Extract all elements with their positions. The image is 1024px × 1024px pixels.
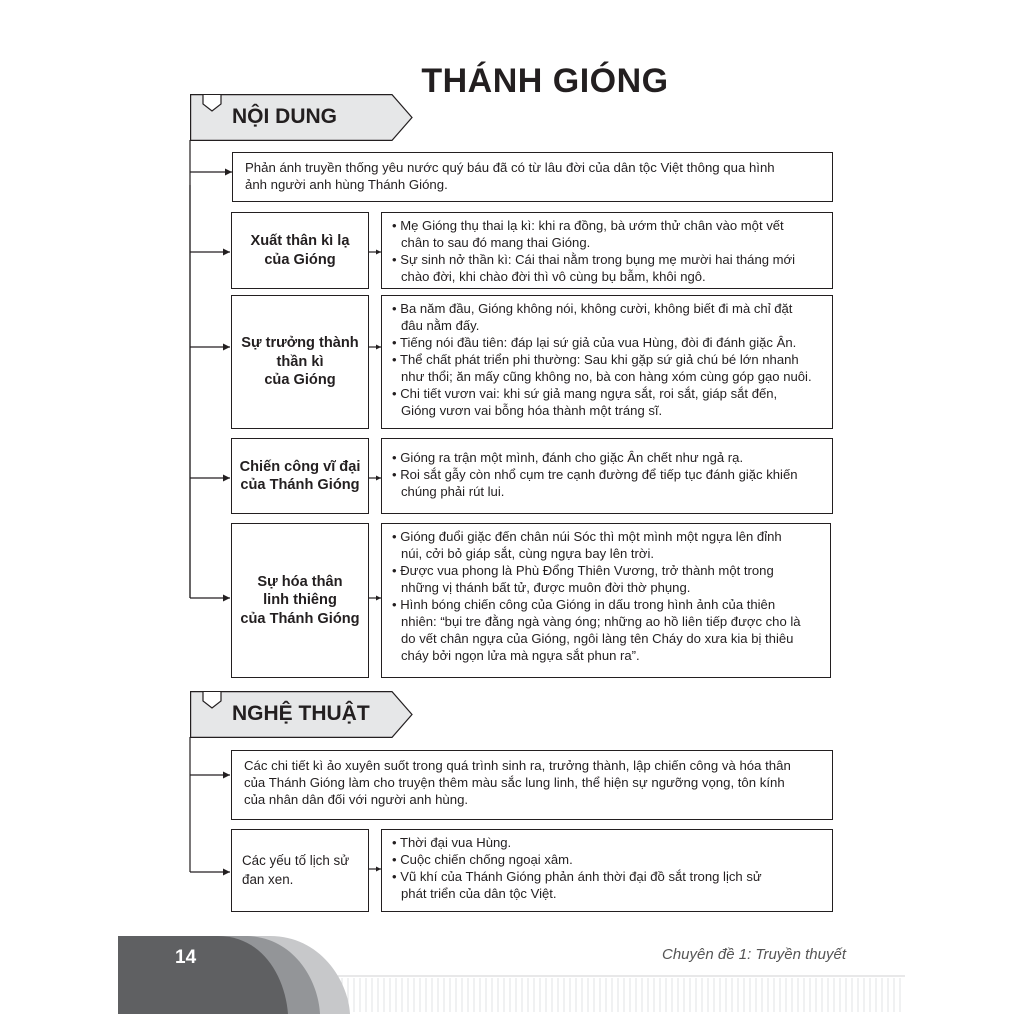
topic-label-line: của Thánh Gióng xyxy=(240,477,360,493)
page-title: THÁNH GIÓNG xyxy=(421,62,669,100)
detail-line: • Được vua phong là Phù Đổng Thiên Vương, trở thành một trong xyxy=(392,563,774,578)
topic-label-line: của Gióng xyxy=(264,251,336,268)
detail-line: như thổi; ăn mấy cũng không no, bà con hàng xóm cùng góp gạo nuôi. xyxy=(401,369,812,384)
section-heading-noi-dung xyxy=(190,94,414,140)
detail-line: • Mẹ Gióng thụ thai lạ kì: khi ra đồng, bà ướm thử chân vào một vết xyxy=(392,218,784,233)
detail-line: • Tiếng nói đầu tiên: đáp lại sứ giả của vua Hùng, đòi đi đánh giặc Ân. xyxy=(392,335,797,350)
intro-line: của nhân dân đối với người anh hùng. xyxy=(244,792,469,807)
topic-label-box xyxy=(231,829,369,912)
detail-line: Gióng vươn vai bỗng hóa thành một tráng sĩ. xyxy=(401,403,663,418)
topic-label-line: linh thiêng xyxy=(263,592,337,609)
detail-line: • Thể chất phát triển phi thường: Sau khi gặp sứ giả chú bé lớn nhanh xyxy=(392,352,799,367)
topic-detail-box xyxy=(381,438,833,514)
topic-label-box xyxy=(231,438,369,514)
detail-line: • Cuộc chiến chống ngoại xâm. xyxy=(392,852,573,867)
intro-line: Các chi tiết kì ảo xuyên suốt trong quá trình sinh ra, trưởng thành, lập chiến công và hóa thân xyxy=(244,758,791,773)
section-heading-label: NỘI DUNG xyxy=(232,105,337,128)
topic-detail-box xyxy=(381,212,833,289)
topic-label-line: Sự hóa thân xyxy=(257,573,343,590)
detail-line: do vết chân ngựa của Gióng, ngôi làng tên Cháy do xưa kia bị thiêu xyxy=(401,631,794,646)
topic-label-line: thần kì xyxy=(276,353,324,370)
topic-label-line: Chiến công vĩ đại xyxy=(239,458,361,475)
topic-label-box xyxy=(231,295,369,429)
chapter-name: Chuyên đề 1: Truyền thuyết xyxy=(662,946,846,963)
topic-detail-box xyxy=(381,829,833,912)
intro-line: Phản ánh truyền thống yêu nước quý báu đã có từ lâu đời của dân tộc Việt thông qua hình xyxy=(245,160,775,175)
detail-line: • Hình bóng chiến công của Gióng in dấu trong hình ảnh của thiên xyxy=(392,597,776,612)
detail-line: • Roi sắt gẫy còn nhổ cụm tre cạnh đường để tiếp tục đánh giặc khiến xyxy=(392,467,798,482)
detail-line: • Ba năm đầu, Gióng không nói, không cười, không biết đi mà chỉ đặt xyxy=(392,301,793,316)
detail-line: đâu nằm đấy. xyxy=(401,318,480,333)
topic-label-line: Các yếu tố lịch sử xyxy=(242,853,350,868)
detail-line: cháy bởi ngọn lửa mà ngựa sắt phun ra”. xyxy=(401,648,640,663)
detail-line: • Chi tiết vươn vai: khi sứ giả mang ngựa sắt, roi sắt, giáp sắt đến, xyxy=(392,386,778,401)
detail-line: chào đời, khi chào đời thì vô cùng bụ bẫm, khôi ngô. xyxy=(401,269,706,284)
topic-label-line: của Gióng xyxy=(264,372,336,389)
page-number: 14 xyxy=(175,947,197,968)
section-heading-nghe-thuat xyxy=(190,691,414,737)
detail-line: • Thời đại vua Hùng. xyxy=(392,835,512,850)
detail-line: nhiên: “bụi tre đằng ngà vàng óng; những ao hồ liên tiếp được cho là xyxy=(401,614,801,629)
detail-line: chân to sau đó mang thai Gióng. xyxy=(401,235,591,250)
topic-detail-box xyxy=(381,523,831,678)
intro-box xyxy=(232,152,833,202)
detail-line: • Gióng đuổi giặc đến chân núi Sóc thì một mình một ngựa lên đỉnh xyxy=(392,529,782,544)
detail-line: núi, cởi bỏ giáp sắt, cùng ngựa bay lên trời. xyxy=(401,546,655,561)
intro-line: ảnh người anh hùng Thánh Gióng. xyxy=(245,177,448,192)
topic-label-box xyxy=(231,523,369,678)
section-heading-label: NGHỆ THUẬT xyxy=(232,702,370,725)
detail-line: • Gióng ra trận một mình, đánh cho giặc Ân chết như ngả rạ. xyxy=(392,450,744,465)
topic-label-line: Sự trưởng thành xyxy=(241,335,359,352)
intro-line: của Thánh Gióng làm cho truyện thêm màu sắc lung linh, thể hiện sự ngưỡng vọng, tôn kính xyxy=(244,775,785,790)
topic-label-line: Xuất thân kì lạ xyxy=(250,233,350,249)
topic-label-line: đan xen. xyxy=(242,871,294,887)
detail-line: những vị thánh bất tử, được muôn đời thờ phụng. xyxy=(401,580,691,595)
topic-label-line: của Thánh Gióng xyxy=(240,610,360,627)
topic-label-box xyxy=(231,212,369,289)
detail-line: • Vũ khí của Thánh Gióng phản ánh thời đại đồ sắt trong lịch sử xyxy=(392,869,762,884)
detail-line: • Sự sinh nở thần kì: Cái thai nằm trong bụng mẹ mười hai tháng mới xyxy=(392,252,796,267)
detail-line: phát triển của dân tộc Việt. xyxy=(401,886,557,901)
topic-detail-box xyxy=(381,295,833,429)
detail-line: chúng phải rút lui. xyxy=(401,484,505,499)
intro-box xyxy=(231,750,833,820)
